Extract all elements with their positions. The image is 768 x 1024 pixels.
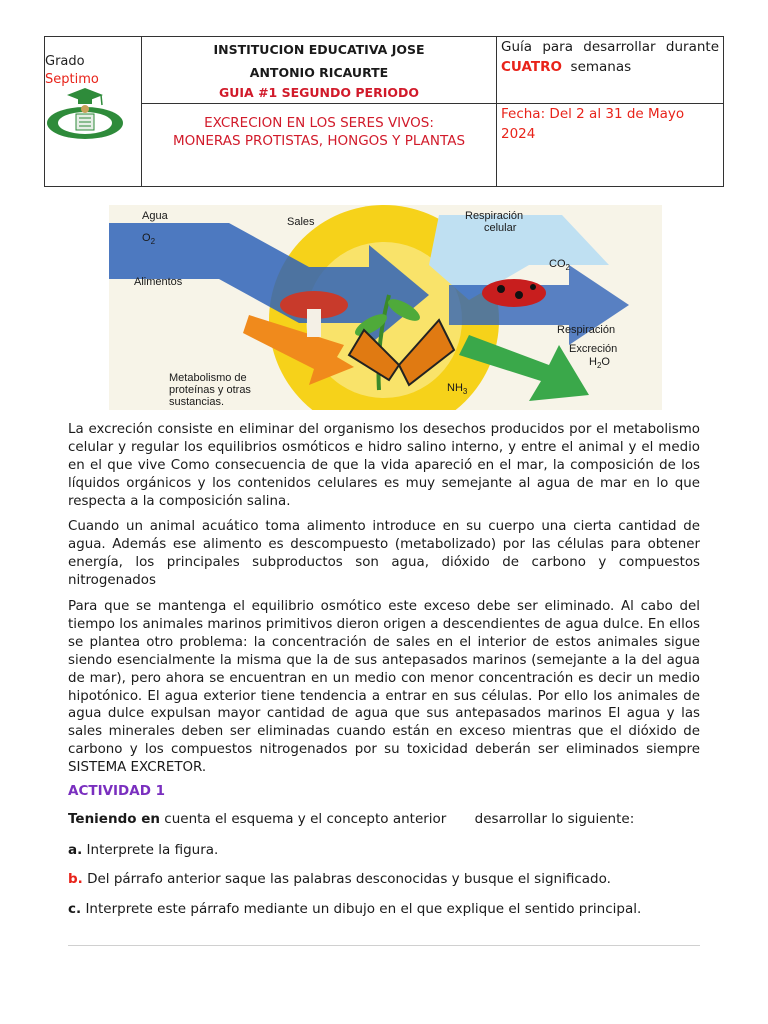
activity-intro-rest: cuenta el esquema y el concepto anterior — [164, 811, 447, 827]
label-metabolismo-3: sustancias. — [169, 396, 225, 408]
item-text: Interprete este párrafo mediante un dibujo en el que explique el sentido principal. — [85, 901, 642, 917]
school-name-line2: ANTONIO RICAURTE — [249, 65, 389, 80]
page-divider — [68, 945, 700, 946]
activity-intro — [68, 811, 634, 827]
item-letter: b. — [68, 871, 83, 887]
guide-note-line1 — [497, 37, 723, 57]
frog-spot — [515, 291, 523, 299]
label-o2: $O_2$ — [142, 232, 156, 246]
mushroom-stem — [307, 309, 321, 337]
school-logo — [45, 85, 125, 147]
grade-cell — [45, 37, 142, 187]
guide-note-line2 — [497, 57, 723, 77]
label-sales: Sales — [287, 216, 315, 228]
frog-spot — [497, 285, 505, 293]
label-respiracion-celular-1: Respiración — [465, 210, 524, 222]
label-respiracion-celular-2: celular — [484, 222, 517, 234]
subject-line2: MONERAS PROTISTAS, HONGOS Y PLANTAS — [172, 133, 466, 149]
activity-intro-bold: Teniendo en — [68, 811, 160, 827]
guide-title: GUIA #1 SEGUNDO PERIODO — [219, 85, 419, 100]
school-cell — [142, 37, 497, 104]
label-nh3: $NH_3$ — [447, 382, 468, 396]
item-text: Del párrafo anterior saque las palabras desconocidas y busque el significado. — [87, 871, 611, 887]
guide-note-suffix: semanas — [570, 59, 632, 75]
activity-title: ACTIVIDAD 1 — [68, 783, 166, 799]
school-name-line1: INSTITUCION EDUCATIVA JOSE — [213, 42, 425, 57]
date-cell — [497, 104, 724, 187]
label-agua: Agua — [142, 210, 168, 222]
grade-label: Grado — [45, 54, 85, 69]
subject-line1: EXCRECION EN LOS SERES VIVOS: — [204, 115, 434, 131]
item-letter: c. — [68, 901, 82, 917]
item-text: Interprete la figura. — [86, 842, 219, 858]
excretion-diagram — [109, 205, 662, 410]
header-table — [44, 36, 724, 187]
paragraph-2: Cuando un animal acuático toma alimento introduce en su cuerpo una cierta cantidad de agua. Además ese alimento es descompuesto (metabolizado) por las células para obtener energía, los principales subproductos son agua, dióxido de carbono y compuestos nitrogenados — [68, 519, 700, 588]
guide-note-cell — [497, 37, 724, 104]
label-excrecion: Excreción — [569, 343, 618, 355]
frog-body — [482, 279, 546, 307]
activity-item-b — [68, 871, 611, 887]
label-respiracion: Respiración — [557, 324, 616, 336]
activity-intro-end: desarrollar lo siguiente: — [474, 811, 635, 827]
label-metabolismo-1: Metabolismo de — [169, 372, 247, 384]
paragraph-1: La excreción consiste en eliminar del organismo los desechos producidos por el metabolismo celular y regular los equilibrios osmóticos e hidro salino interno, y entre el animal y el medio en el que vive Como consecuencia de que la vida apareció en el mar, la composición de los líquidos orgánicos y los contenidos celulares es muy semejante al agua de mar en lo que respecta a la composición salina. — [68, 422, 700, 509]
label-co2: $CO_2$ — [549, 258, 570, 272]
grade-value: Septimo — [45, 72, 99, 87]
label-alimentos: Alimentos — [134, 276, 183, 288]
paragraph-3: Para que se mantenga el equilibrio osmótico este exceso debe ser eliminado. Al cabo del tiempo los animales marinos primitivos dieron origen a descendientes de agua dulce. En ellos se plantea otro problema: la concentración de sales en el interior de estos animales sigue siendo esencialmente la misma que la de sus antepasados marinos (semejante a la del agua de mar), pero ahora se encuentran en un medio con menor concentración es decir un medio hipotónico. El agua exterior tiene tendencia a entrar en sus células. Por ello los animales de agua dulce expulsan mayor cantidad de agua que sus antepasados marinos El agua y las sales minerales deben ser eliminadas cuando están en exceso mientras que el dióxido de carbono y los compuestos nitrogenados por su toxicidad deberán ser eliminados siempre SISTEMA EXCRETOR. — [68, 599, 700, 776]
subject-cell — [142, 104, 497, 187]
guide-note-prefix: Guía para desarrollar durante — [501, 39, 719, 55]
label-h2o: $H_2O$ — [589, 356, 610, 370]
activity-item-a — [68, 842, 218, 858]
guide-note-weeks: CUATRO — [501, 59, 562, 75]
date-text: Fecha: Del 2 al 31 de Mayo 2024 — [501, 106, 685, 142]
label-metabolismo-2: proteínas y otras — [169, 384, 251, 396]
item-letter: a. — [68, 842, 83, 858]
activity-item-c — [68, 901, 641, 917]
frog-spot — [530, 284, 536, 290]
